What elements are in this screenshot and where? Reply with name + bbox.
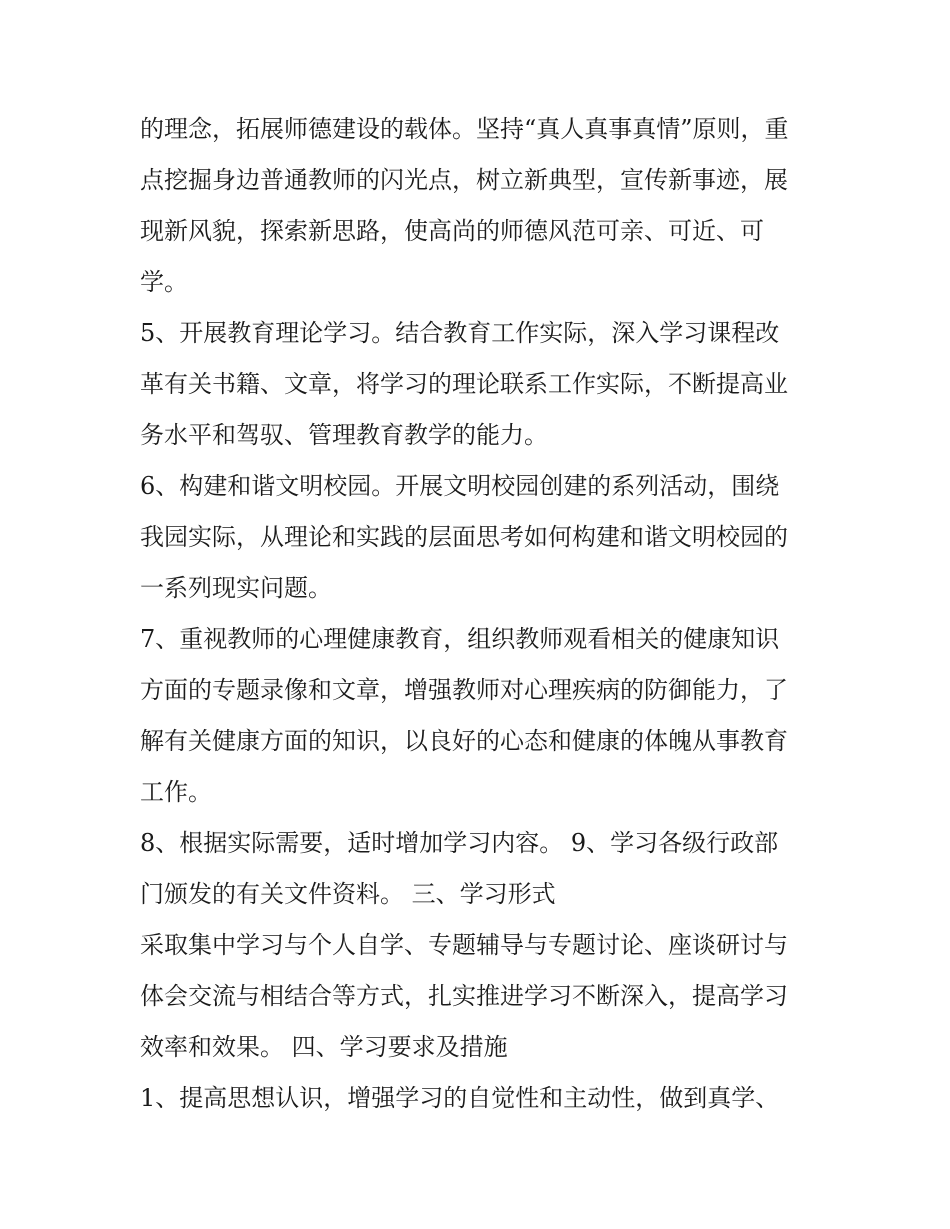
text-line: 6、构建和谐文明校园。开展文明校园创建的系列活动，围绕 (140, 472, 780, 500)
text-line: 7、重视教师的心理健康教育，组织教师观看相关的健康知识 (140, 625, 780, 653)
text-line: 效率和效果。 四、学习要求及措施 (140, 1033, 508, 1061)
text-line: 我园实际，从理论和实践的层面思考如何构建和谐文明校园的 (140, 523, 788, 551)
text-line: 解有关健康方面的知识，以良好的心态和健康的体魄从事教育 (140, 727, 788, 755)
text-line: 1、提高思想认识，增强学习的自觉性和主动性，做到真学、 (140, 1084, 780, 1112)
text-line: 现新风貌，探索新思路，使高尚的师德风范可亲、可近、可 (140, 217, 764, 245)
text-line: 革有关书籍、文章，将学习的理论联系工作实际，不断提高业 (140, 370, 788, 398)
text-line: 学。 (140, 268, 188, 296)
text-line: 体会交流与相结合等方式，扎实推进学习不断深入，提高学习 (140, 982, 788, 1010)
text-line: 采取集中学习与个人自学、专题辅导与专题讨论、座谈研讨与 (140, 931, 788, 959)
text-line: 工作。 (140, 778, 212, 806)
document-body (140, 104, 830, 1124)
text-line: 方面的专题录像和文章，增强教师对心理疾病的防御能力，了 (140, 676, 788, 704)
text-line: 门颁发的有关文件资料。 三、学习形式 (140, 880, 556, 908)
text-line: 的理念，拓展师德建设的载体。坚持“真人真事真情”原则，重 (140, 115, 789, 143)
text-line: 务水平和驾驭、管理教育教学的能力。 (140, 421, 548, 449)
text-line: 一系列现实问题。 (140, 574, 332, 602)
text-line: 8、根据实际需要，适时增加学习内容。 9、学习各级行政部 (140, 829, 779, 857)
text-line: 点挖掘身边普通教师的闪光点，树立新典型，宣传新事迹，展 (140, 166, 788, 194)
text-line: 5、开展教育理论学习。结合教育工作实际，深入学习课程改 (140, 319, 780, 347)
